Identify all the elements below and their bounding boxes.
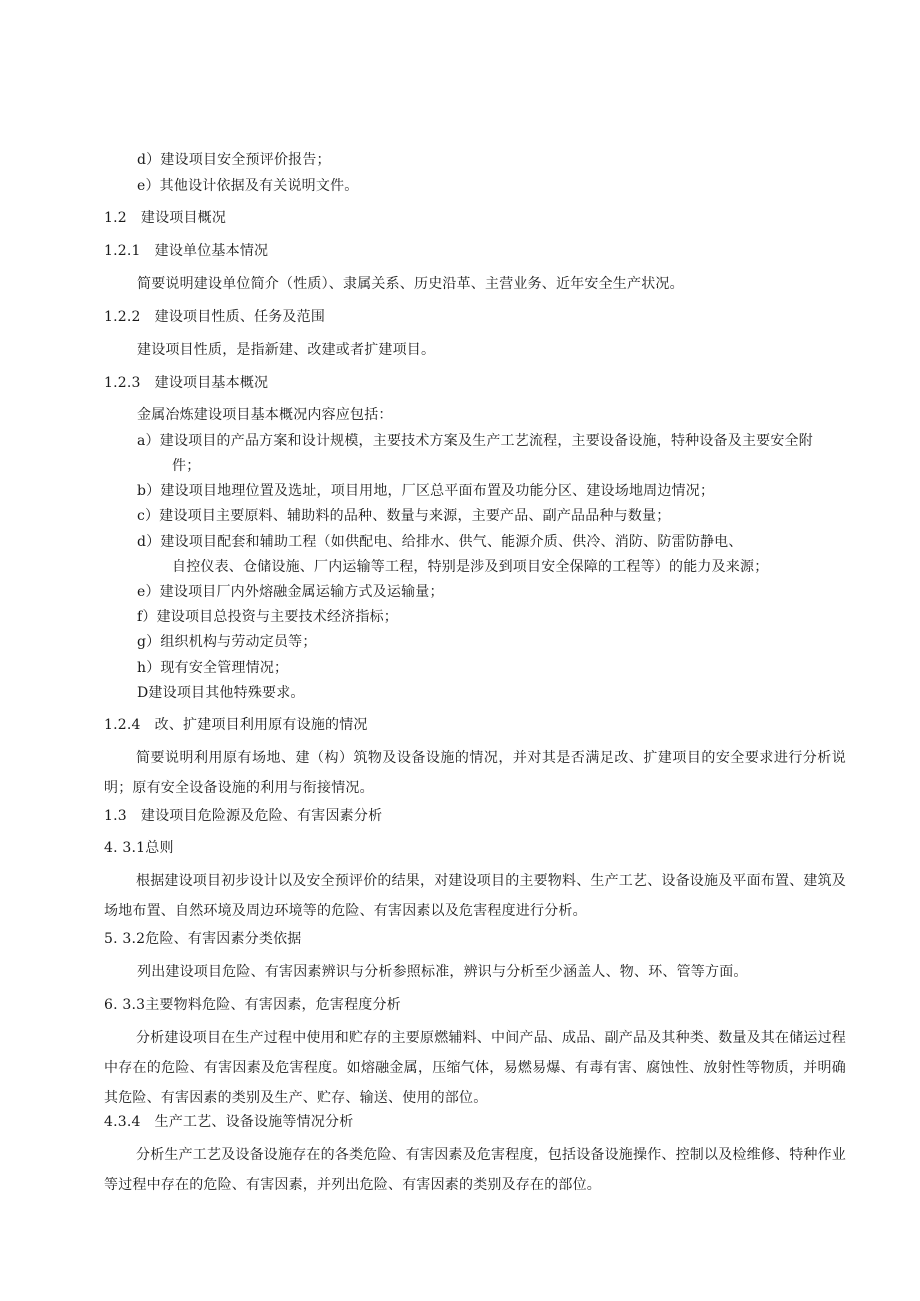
section-body-1-2-1: 简要说明建设单位简介（性质）、隶属关系、历史沿革、主营业务、近年安全生产状况。 bbox=[137, 276, 684, 292]
list-item-e: e）其他设计依据及有关说明文件。 bbox=[137, 178, 359, 194]
section-body-1-2-2: 建设项目性质，是指新建、改建或者扩建项目。 bbox=[137, 342, 436, 358]
section-title: 建设项目性质、任务及范围 bbox=[154, 309, 326, 325]
section-number: 1.2.3 bbox=[104, 375, 141, 391]
section-body-4-3-3: 分析建设项目在生产过程中使用和贮存的主要原燃辅料、中间产品、成品、副产品及其种类、数量及其在储运过程中存在的危险、有害因素及危害程度。如熔融金属，压缩气体，易燃易爆、有毒有害、腐蚀性、放射性等物质，并明确其危险、有害因素的类别及生产、贮存、输送、使用的部位。 bbox=[104, 1030, 846, 1106]
list-item-a-line1: a）建设项目的产品方案和设计规模，主要技术方案及生产工艺流程，主要设备设施，特种设备及主要安全附 bbox=[137, 433, 813, 449]
list-item-d-line2: 自控仪表、仓储设施、厂内运输等工程，特别是涉及到项目安全保障的工程等）的能力及来源； bbox=[172, 559, 769, 575]
section-title: 建设项目基本概况 bbox=[154, 375, 269, 391]
list-item-a-line2: 件； bbox=[172, 458, 201, 474]
section-title: 生产工艺、设备设施等情况分析 bbox=[154, 1114, 354, 1130]
section-body-4-3-1: 根据建设项目初步设计以及安全预评价的结果，对建设项目的主要物料、生产工艺、设备设施及平面布置、建筑及场地布置、自然环境及周边环境等的危险、有害因素以及危害程度进行分析。 bbox=[104, 873, 846, 919]
section-heading-1-2-3 bbox=[104, 373, 268, 393]
section-heading-4-3-2: 5. 3.2危险、有害因素分类依据 bbox=[104, 931, 302, 947]
section-body-4-3-4: 分析生产工艺及设备设施存在的各类危险、有害因素及危害程度，包括设备设施操作、控制以及检维修、特种作业等过程中存在的危险、有害因素，并列出危险、有害因素的类别及存在的部位。 bbox=[104, 1147, 846, 1193]
section-body-4-3-2: 列出建设项目危险、有害因素辨识与分析参照标准，辨识与分析至少涵盖人、物、环、管等方面。 bbox=[137, 964, 748, 980]
section-title: 建设项目危险源及危险、有害因素分析 bbox=[140, 808, 383, 824]
list-item-f: f）建设项目总投资与主要技术经济指标； bbox=[137, 609, 398, 625]
section-number: 1.2.2 bbox=[104, 309, 141, 325]
section-heading-1-2-4 bbox=[104, 715, 368, 735]
section-heading-1-3 bbox=[104, 806, 382, 826]
list-item-d-line1: d）建设项目配套和辅助工程（如供配电、给排水、供气、能源介质、供冷、消防、防雷防静电、 bbox=[137, 534, 743, 550]
section-title: 改、扩建项目利用原有设施的情况 bbox=[154, 717, 368, 733]
list-item-d: d）建设项目安全预评价报告； bbox=[137, 152, 331, 168]
section-heading-4-3-4 bbox=[104, 1112, 353, 1132]
section-heading-1-2-2 bbox=[104, 307, 325, 327]
section-number: 1.2.1 bbox=[104, 243, 141, 259]
list-item-g: g）组织机构与劳动定员等； bbox=[137, 634, 317, 650]
list-item-h: h）现有安全管理情况； bbox=[137, 660, 289, 676]
section-body-1-2-4: 简要说明利用原有场地、建（构）筑物及设备设施的情况，并对其是否满足改、扩建项目的安全要求进行分析说明；原有安全设备设施的利用与衔接情况。 bbox=[104, 750, 846, 796]
section-heading-1-2-1 bbox=[104, 241, 268, 261]
section-number: 4.3.4 bbox=[104, 1114, 141, 1130]
section-number: 1.2 bbox=[104, 210, 127, 226]
section-intro-1-2-3: 金属冶炼建设项目基本概况内容应包括： bbox=[137, 407, 393, 423]
list-item-c: c）建设项目主要原料、辅助料的品种、数量与来源，主要产品、副产品品种与数量； bbox=[137, 508, 671, 524]
section-title: 建设项目概况 bbox=[140, 210, 227, 226]
list-item-b: b）建设项目地理位置及选址，项目用地，厂区总平面布置及功能分区、建设场地周边情况； bbox=[137, 483, 715, 499]
list-item-i: D建设项目其他特殊要求。 bbox=[137, 685, 305, 701]
section-title: 建设单位基本情况 bbox=[154, 243, 269, 259]
section-heading-1-2 bbox=[104, 208, 226, 228]
section-number: 1.2.4 bbox=[104, 717, 141, 733]
section-heading-4-3-3: 6. 3.3主要物料危险、有害因素，危害程度分析 bbox=[104, 997, 401, 1013]
list-item-e-2: e）建设项目厂内外熔融金属运输方式及运输量； bbox=[137, 584, 444, 600]
section-number: 1.3 bbox=[104, 808, 127, 824]
section-heading-4-3-1: 4. 3.1总则 bbox=[104, 840, 174, 856]
